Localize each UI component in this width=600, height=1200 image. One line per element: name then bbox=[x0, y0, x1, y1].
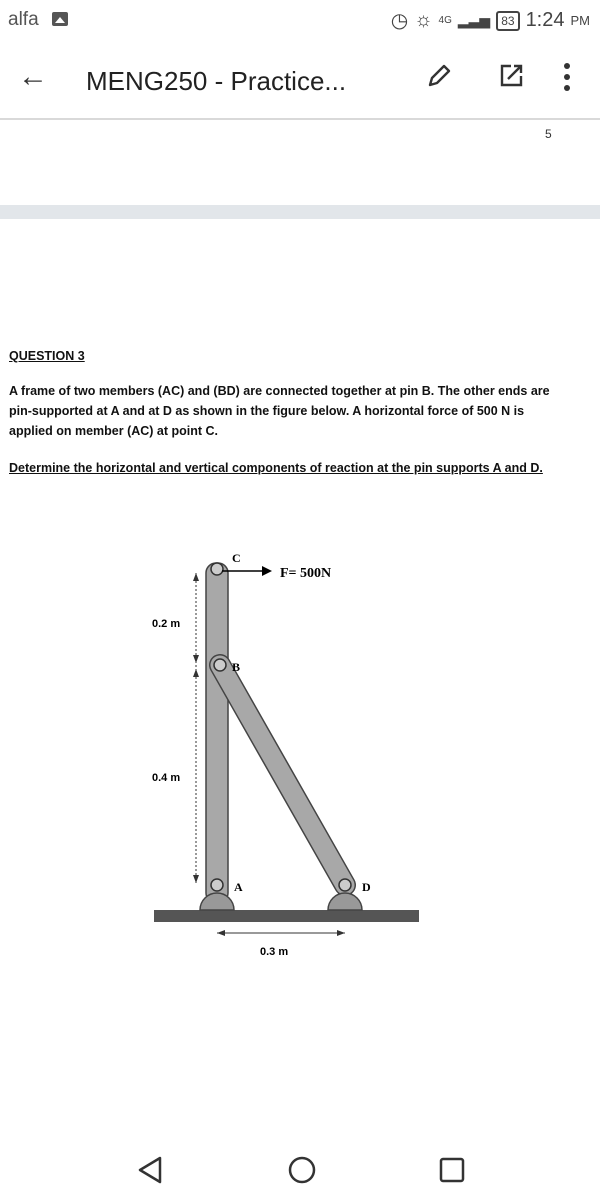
signal-icon: ▂▃▅ bbox=[457, 12, 491, 28]
clock-time: 1:24 bbox=[525, 9, 565, 31]
alarm-icon: ◷ bbox=[390, 10, 409, 32]
status-bar bbox=[0, 0, 600, 40]
label-dim-top: 0.2 m bbox=[152, 618, 181, 630]
dim-tick-b-lower bbox=[193, 669, 199, 677]
gallery-icon bbox=[52, 12, 68, 26]
member-ac bbox=[206, 563, 228, 903]
app-bar bbox=[0, 44, 600, 120]
edit-pencil-icon[interactable] bbox=[425, 62, 453, 90]
page-divider bbox=[0, 205, 600, 219]
clock-ampm: PM bbox=[570, 13, 590, 28]
pin-d bbox=[339, 879, 351, 891]
page-number: 5 bbox=[545, 127, 552, 141]
dim-tick-top bbox=[193, 573, 199, 581]
more-options-icon[interactable] bbox=[555, 60, 579, 94]
label-dim-bottom: 0.4 m bbox=[152, 772, 181, 784]
hdim-tick-left bbox=[217, 930, 225, 936]
label-force: F= 500N bbox=[280, 566, 332, 581]
label-c: C bbox=[232, 551, 241, 565]
label-d: D bbox=[362, 880, 371, 894]
force-arrowhead bbox=[262, 566, 272, 576]
open-external-icon[interactable] bbox=[497, 62, 525, 90]
frame-diagram bbox=[140, 545, 440, 970]
carrier-name: alfa bbox=[8, 9, 39, 30]
battery-indicator: 83 bbox=[496, 11, 519, 31]
hdim-tick-right bbox=[337, 930, 345, 936]
nav-recent-apps-icon[interactable] bbox=[432, 1150, 472, 1190]
status-right-group bbox=[391, 8, 590, 33]
dim-tick-bottom bbox=[193, 875, 199, 883]
pin-a bbox=[211, 879, 223, 891]
support-a bbox=[200, 893, 234, 910]
pin-c bbox=[211, 563, 223, 575]
dim-tick-b-upper bbox=[193, 655, 199, 663]
eye-comfort-icon: ☼ bbox=[414, 9, 433, 31]
question-title: QUESTION 3 bbox=[9, 349, 85, 363]
network-type: 4G bbox=[438, 15, 452, 26]
nav-home-icon[interactable] bbox=[282, 1150, 322, 1190]
nav-back-icon[interactable] bbox=[130, 1150, 170, 1190]
label-a: A bbox=[234, 880, 243, 894]
pin-b bbox=[214, 659, 226, 671]
label-dim-horizontal: 0.3 m bbox=[260, 946, 289, 958]
question-task: Determine the horizontal and vertical components of reaction at the pin supports A and D. bbox=[9, 461, 543, 475]
member-bd bbox=[220, 665, 345, 885]
document-title: MENG250 - Practice... bbox=[86, 66, 347, 96]
ground-base bbox=[154, 910, 419, 922]
system-nav-bar bbox=[0, 1140, 600, 1200]
back-arrow-icon[interactable]: ← bbox=[18, 60, 48, 93]
label-b: B bbox=[232, 660, 241, 674]
support-d bbox=[328, 893, 362, 910]
question-body: A frame of two members (AC) and (BD) are connected together at pin B. The other ends are pin-supported at A and at D as shown in the figure below. A horizontal force of 500 N is applied on member (AC) at point C. bbox=[9, 384, 550, 438]
